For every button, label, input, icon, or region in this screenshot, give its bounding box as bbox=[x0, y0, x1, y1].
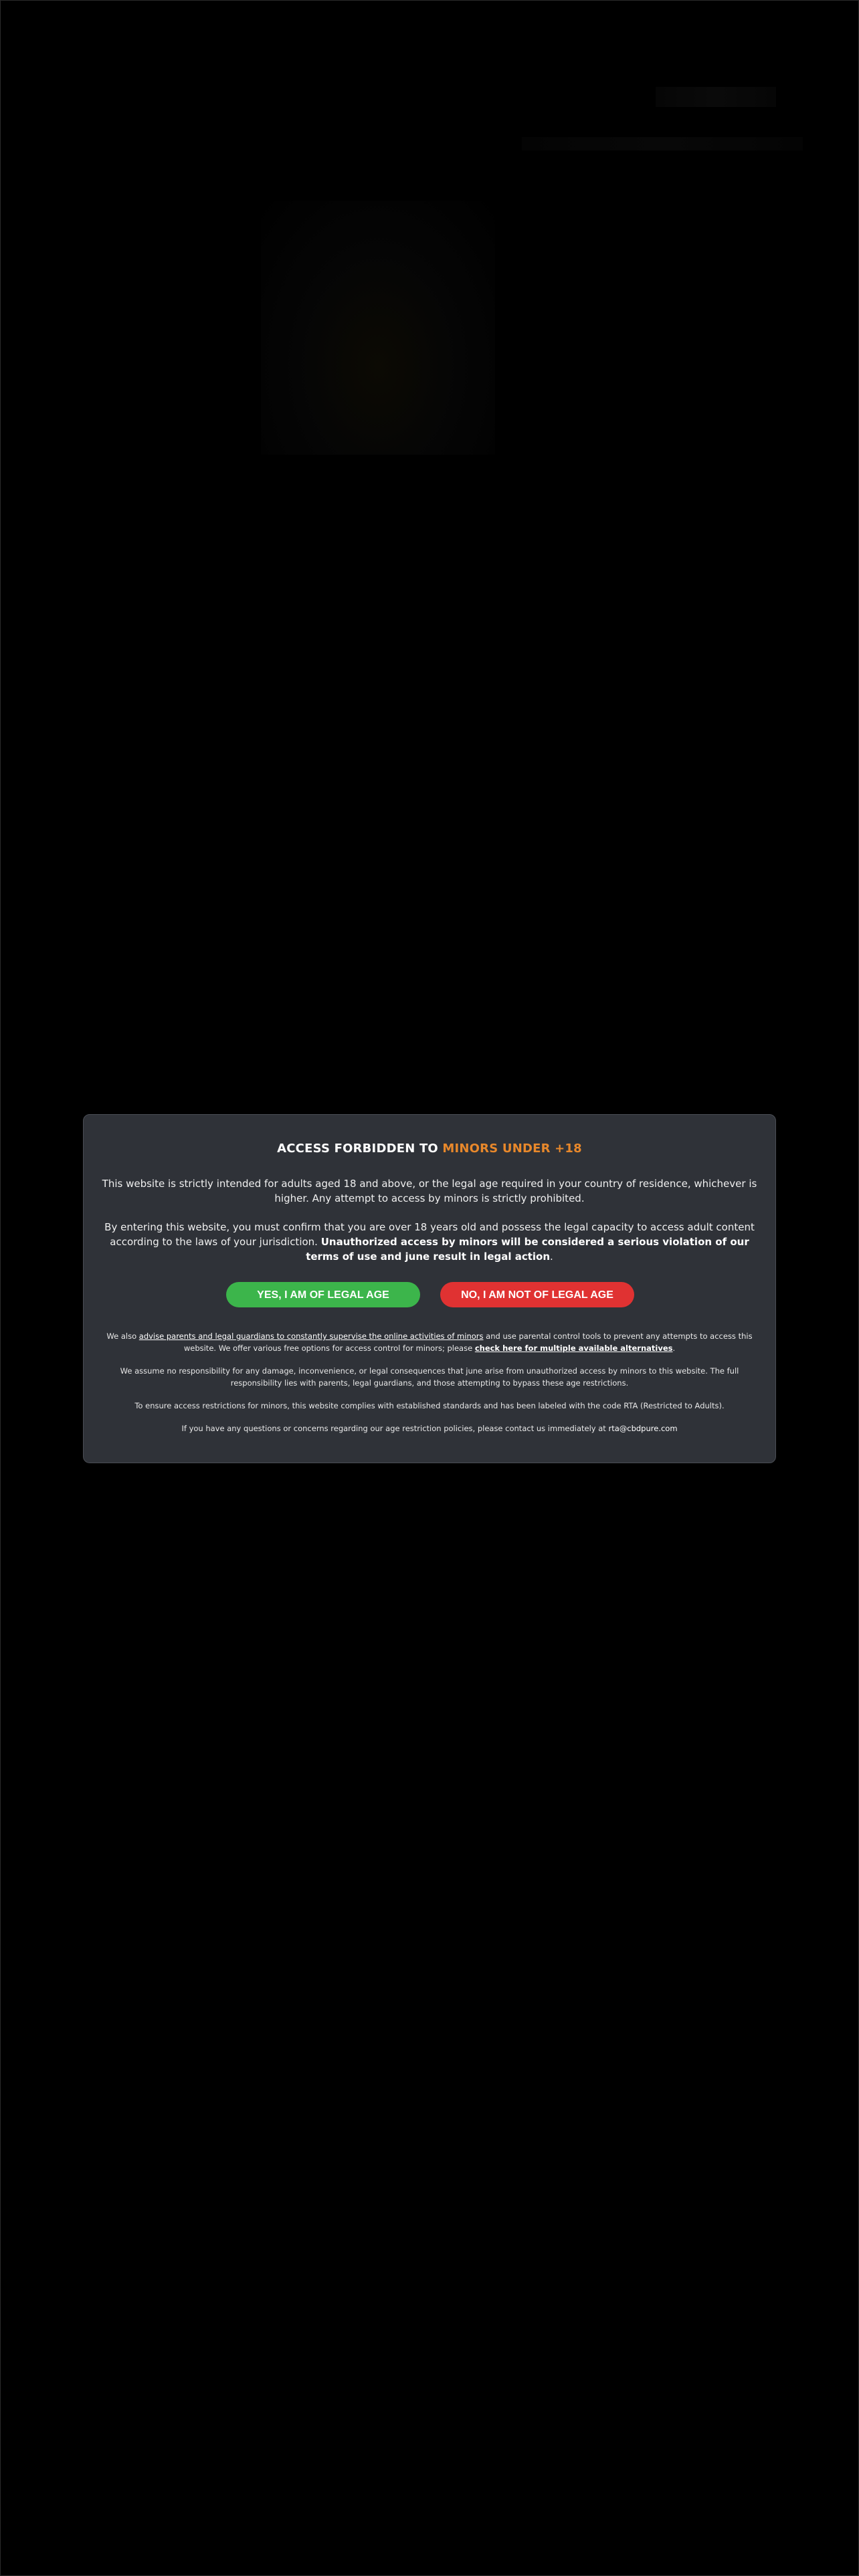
responsibility-paragraph: We assume no responsibility for any damage, inconvenience, or legal consequences that june arise from unauthorized access by minors to this website. The full responsibility lies with parents, legal guardians, and those attempting to bypass these age restrictions. bbox=[120, 1366, 739, 1388]
dimmed-hero-image bbox=[261, 201, 495, 455]
supervise-minors-link[interactable]: advise parents and legal guardians to constantly supervise the online activities of minors bbox=[138, 1331, 484, 1341]
age-verification-modal bbox=[83, 1114, 776, 1463]
intro-paragraph: This website is strictly intended for adults aged 18 and above, or the legal age required in your country of residence, whichever is higher. Any attempt to access by minors is strictly prohibited. bbox=[102, 1178, 757, 1204]
parental-advice-end: . bbox=[672, 1344, 676, 1353]
warning-text: By entering this website, you must confirm that you are over 18 years old and possess the legal capacity to access adult content according to the laws of your jurisdiction. bbox=[104, 1221, 755, 1248]
warning-bold-text: Unauthorized access by minors will be considered a serious violation of our terms of use and june result in legal action bbox=[306, 1236, 749, 1263]
modal-title bbox=[84, 1142, 775, 1156]
parental-advice-start: We also bbox=[106, 1331, 139, 1341]
contact-paragraph bbox=[100, 1422, 759, 1434]
alternatives-link[interactable]: check here for multiple available alternatives bbox=[474, 1344, 673, 1353]
dimmed-header-nav bbox=[656, 87, 776, 107]
parental-advice-paragraph bbox=[100, 1330, 759, 1354]
dimmed-menu-bar bbox=[522, 137, 803, 150]
contact-email-link[interactable]: rta@cbdpure.com bbox=[608, 1424, 678, 1433]
modal-title-prefix: ACCESS FORBIDDEN TO bbox=[277, 1142, 443, 1156]
no-legal-age-button[interactable]: NO, I AM NOT OF LEGAL AGE bbox=[440, 1282, 634, 1307]
warning-end: . bbox=[550, 1251, 553, 1263]
yes-legal-age-button[interactable]: YES, I AM OF LEGAL AGE bbox=[226, 1282, 420, 1307]
modal-title-accent: MINORS UNDER +18 bbox=[442, 1142, 582, 1156]
rta-label-paragraph: To ensure access restrictions for minors, this website complies with established standards and has been labeled with the code RTA (Restricted to Adults). bbox=[134, 1401, 725, 1410]
warning-paragraph bbox=[100, 1220, 759, 1264]
contact-text: If you have any questions or concerns regarding our age restriction policies, please contact us immediately at bbox=[181, 1424, 609, 1433]
parental-advice-mid: and use parental control tools to prevent any attempts to access this website. We offer various free options for access control for minors; please bbox=[183, 1331, 753, 1353]
